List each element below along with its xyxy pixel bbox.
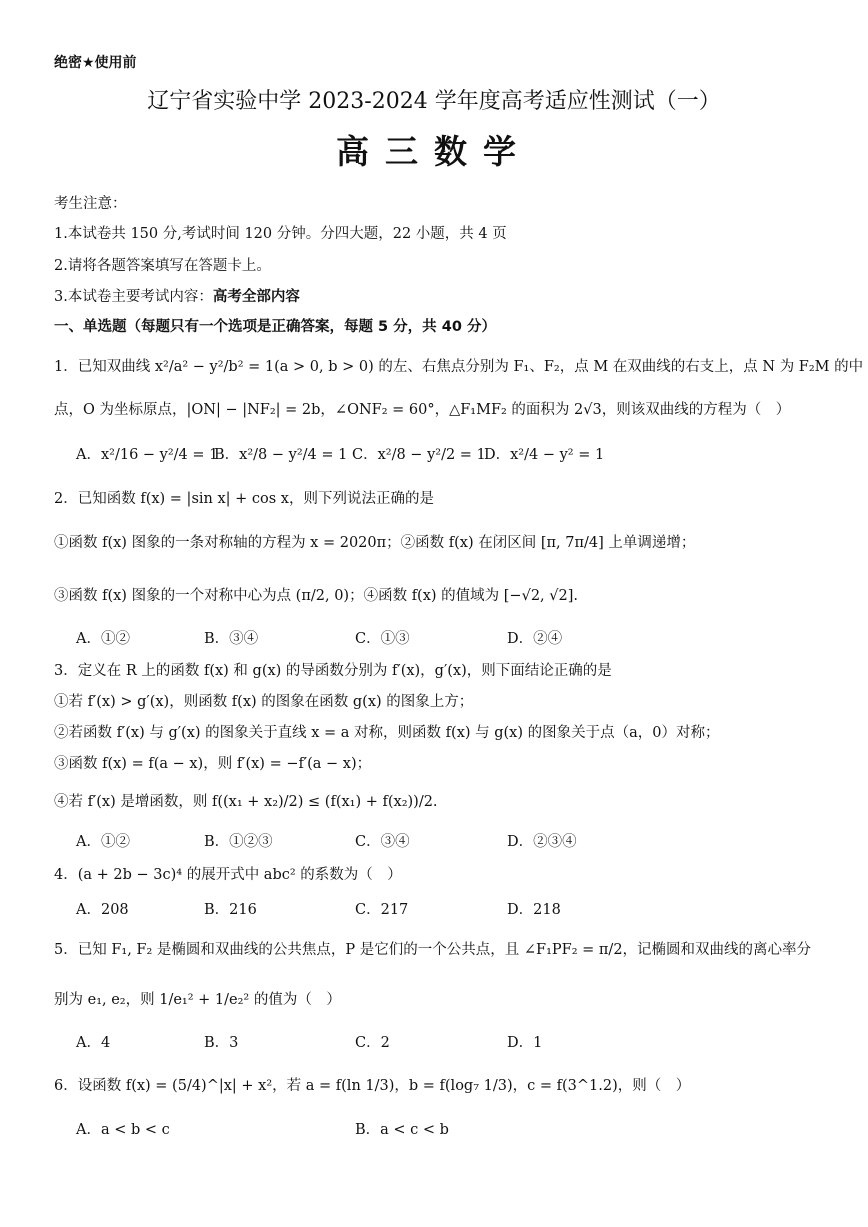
- q3-option-c: C．③④: [355, 834, 410, 850]
- notice-item-3-value: 高考全部内容: [212, 289, 300, 305]
- section-1-heading: 一、单选题（每题只有一个选项是正确答案，每题 5 分，共 40 分）: [54, 319, 496, 335]
- notice-item-2: 2.请将各题答案填写在答题卡上。: [54, 258, 271, 274]
- q2-option-b: B．③④: [204, 631, 259, 647]
- q3-statement-2: ②若函数 f′(x) 与 g′(x) 的图象关于直线 x = a 对称，则函数 f(x) 与 g(x) 的图象关于点（a，0）对称；: [54, 725, 720, 741]
- q5-option-c: C．2: [355, 1035, 390, 1051]
- q1-option-b: B．x²/8 − y²/4 = 1: [214, 447, 348, 463]
- q1-option-c: C．x²/8 − y²/2 = 1: [352, 447, 486, 463]
- q3-statement-4: ④若 f′(x) 是增函数，则 f((x₁ + x₂)/2) ≤ (f(x₁) + f(x₂))/2.: [54, 794, 438, 810]
- q4-stem: 4．(a + 2b − 3c)⁴ 的展开式中 abc² 的系数为（ ）: [54, 867, 402, 883]
- q5-option-b: B．3: [204, 1035, 239, 1051]
- q6-option-a: A．a < b < c: [76, 1122, 170, 1138]
- notice-heading: 考生注意：: [54, 196, 127, 212]
- notice-item-3: [54, 285, 300, 306]
- q6-stem: 6．设函数 f(x) = (5/4)^|x| + x²，若 a = f(ln 1/3)，b = f(log₇ 1/3)，c = f(3^1.2)，则（ ）: [54, 1078, 691, 1094]
- q3-option-b: B．①②③: [204, 834, 273, 850]
- q5-stem-line-2: 别为 e₁, e₂，则 1/e₁² + 1/e₂² 的值为（ ）: [54, 992, 341, 1008]
- q3-option-d: D．②③④: [507, 834, 577, 850]
- subject-title: 高三数学: [336, 132, 532, 171]
- q1-stem-line-2: 点，O 为坐标原点，|ON| − |NF₂| = 2b，∠ONF₂ = 60°，△F₁MF₂ 的面积为 2√3，则该双曲线的方程为（ ）: [54, 402, 791, 418]
- q4-option-a: A．208: [76, 902, 129, 918]
- q4-option-c: C．217: [355, 902, 409, 918]
- notice-item-1: 1.本试卷共 150 分,考试时间 120 分钟。分四大题，22 小题，共 4 页: [54, 226, 507, 242]
- q2-statement-1-2: ①函数 f(x) 图象的一条对称轴的方程为 x = 2020π；②函数 f(x) 在闭区间 [π, 7π/4] 上单调递增；: [54, 535, 696, 551]
- q5-option-d: D．1: [507, 1035, 543, 1051]
- q3-statement-3: ③函数 f(x) = f(a − x)，则 f′(x) = −f′(a − x)；: [54, 756, 372, 772]
- exam-title: 辽宁省实验中学 2023-2024 学年度高考适应性测试（一）: [147, 89, 721, 114]
- notice-item-3-label: 3.本试卷主要考试内容：: [54, 289, 213, 305]
- q3-stem: 3．定义在 R 上的函数 f(x) 和 g(x) 的导函数分别为 f′(x)，g′(x)，则下面结论正确的是: [54, 663, 612, 679]
- q6-option-b: B．a < c < b: [355, 1122, 449, 1138]
- q4-option-b: B．216: [204, 902, 257, 918]
- q3-option-a: A．①②: [76, 834, 130, 850]
- q5-stem-line-1: 5．已知 F₁, F₂ 是椭圆和双曲线的公共焦点，P 是它们的一个公共点，且 ∠F₁PF₂ = π/2，记椭圆和双曲线的离心率分: [54, 942, 812, 958]
- confidential-mark: 绝密★使用前: [54, 55, 137, 71]
- q2-option-c: C．①③: [355, 631, 410, 647]
- q5-option-a: A．4: [76, 1035, 111, 1051]
- q3-statement-1: ①若 f′(x) > g′(x)，则函数 f(x) 的图象在函数 g(x) 的图象上方；: [54, 694, 474, 710]
- q1-stem-line-1: 1．已知双曲线 x²/a² − y²/b² = 1(a > 0, b > 0) 的左、右焦点分别为 F₁、F₂，点 M 在双曲线的右支上，点 N 为 F₂M 的中: [54, 359, 864, 375]
- q1-option-a: A．x²/16 − y²/4 = 1: [76, 447, 219, 463]
- q4-option-d: D．218: [507, 902, 561, 918]
- q2-statement-3-4: ③函数 f(x) 图象的一个对称中心为点 (π/2, 0)；④函数 f(x) 的值域为 [−√2, √2].: [54, 588, 578, 604]
- q1-option-d: D．x²/4 − y² = 1: [484, 447, 605, 463]
- q2-stem: 2．已知函数 f(x) = |sin x| + cos x，则下列说法正确的是: [54, 491, 434, 507]
- q2-option-d: D．②④: [507, 631, 563, 647]
- q2-option-a: A．①②: [76, 631, 130, 647]
